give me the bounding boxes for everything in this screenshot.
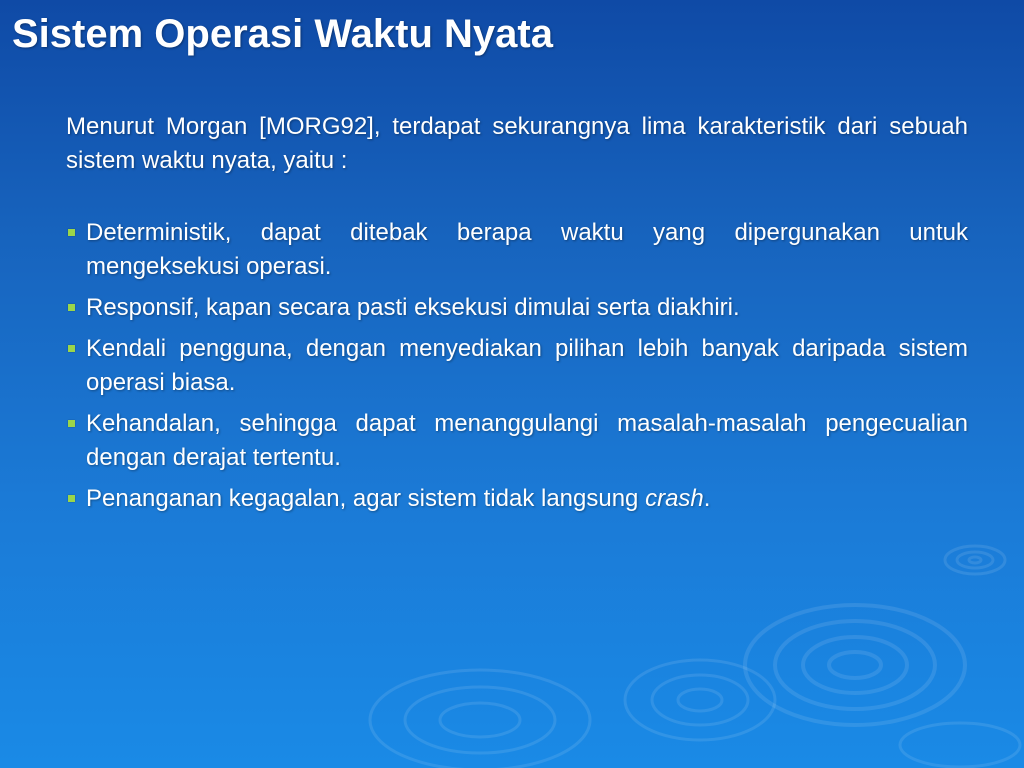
square-bullet-icon	[68, 229, 75, 236]
list-item-text: Deterministik, dapat ditebak berapa waktu yang dipergunakan untuk mengeksekusi operasi.	[86, 219, 968, 280]
list-item	[66, 407, 968, 475]
list-item	[66, 482, 968, 516]
list-item-suffix: .	[703, 485, 711, 512]
square-bullet-icon	[68, 420, 75, 427]
square-bullet-icon	[68, 304, 75, 311]
square-bullet-icon	[68, 345, 75, 352]
list-item	[66, 332, 968, 400]
list-item-text: Kehandalan, sehingga dapat menanggulangi masalah-masalah pengecualian dengan derajat tertentu.	[86, 410, 968, 471]
list-item-text: Penanganan kegagalan, agar sistem tidak langsung	[86, 485, 646, 512]
characteristics-list	[66, 216, 968, 516]
emphasized-text: crash	[645, 485, 704, 512]
slide-title: Sistem Operasi Waktu Nyata	[12, 12, 553, 56]
list-item	[66, 216, 968, 284]
intro-paragraph: Menurut Morgan [MORG92], terdapat sekurangnya lima karakteristik dari sebuah sistem waktu nyata, yaitu :	[66, 113, 968, 174]
slide-content	[66, 110, 968, 523]
list-item	[66, 291, 968, 325]
square-bullet-icon	[68, 495, 75, 502]
list-item-text: Kendali pengguna, dengan menyediakan pilihan lebih banyak daripada sistem operasi biasa.	[86, 335, 968, 396]
list-item-text: Responsif, kapan secara pasti eksekusi dimulai serta diakhiri.	[86, 294, 740, 321]
